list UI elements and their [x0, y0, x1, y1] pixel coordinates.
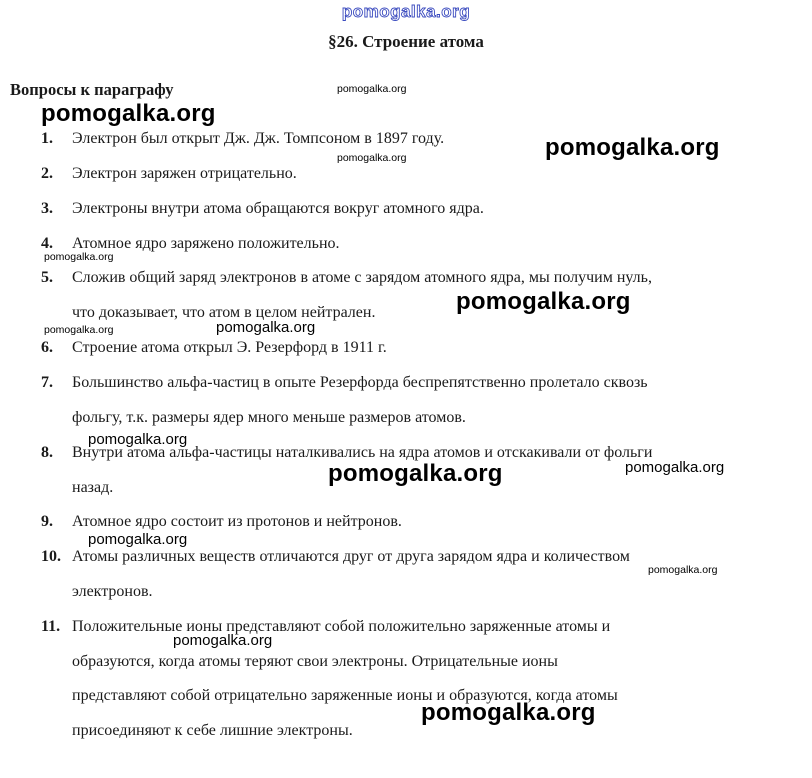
item-text-line: представляют собой отрицательно заряженные ионы и образуются, когда атомы	[72, 687, 618, 705]
item-text-line: Сложив общий заряд электронов в атоме с зарядом атомного ядра, мы получим нуль,	[72, 269, 652, 286]
watermark: pomogalka.org	[216, 319, 316, 336]
item-text-line: назад.	[72, 478, 114, 496]
watermark: pomogalka.org	[545, 134, 720, 161]
watermark: pomogalka.org	[88, 531, 188, 548]
item-text-line: электронов.	[72, 582, 153, 600]
item-text-line: фольгу, т.к. размеры ядер много меньше размеров атомов.	[72, 408, 466, 426]
item-text: Электроны внутри атома обращаются вокруг атомного ядра.	[72, 200, 484, 217]
item-number: 1.	[41, 130, 53, 147]
watermark: pomogalka.org	[41, 100, 216, 127]
item-number: 7.	[41, 374, 53, 391]
item-number: 6.	[41, 339, 53, 356]
list-item	[41, 366, 798, 435]
list-item	[41, 610, 798, 749]
item-number: 11.	[41, 618, 61, 635]
item-text: Атомное ядро состоит из протонов и нейтронов.	[72, 513, 402, 530]
item-text: Электрон заряжен отрицательно.	[72, 165, 297, 182]
page-title: §26. Строение атома	[328, 32, 484, 51]
item-text-line: Положительные ионы представляют собой положительно заряженные атомы и	[72, 618, 611, 635]
item-number: 2.	[41, 165, 53, 182]
watermark: pomogalka.org	[337, 83, 407, 95]
item-text-line: Внутри атома альфа-частицы наталкивались на ядра атомов и отскакивали от фольги	[72, 444, 653, 461]
list-item	[41, 261, 798, 330]
watermark-header: pomogalka.org	[341, 2, 471, 21]
item-text-line: образуются, когда атомы теряют свои электроны. Отрицательные ионы	[72, 652, 558, 670]
watermark: pomogalka.org	[625, 459, 725, 476]
item-text-line: Атомы различных веществ отличаются друг от друга зарядом ядра и количеством	[72, 548, 630, 565]
item-number: 5.	[41, 269, 53, 286]
item-text: Электрон был открыт Дж. Дж. Томпсоном в 1897 году.	[72, 130, 445, 147]
watermark: pomogalka.org	[88, 431, 188, 448]
item-number: 8.	[41, 444, 53, 461]
item-number: 3.	[41, 200, 53, 217]
item-number: 10.	[41, 548, 61, 565]
watermark: pomogalka.org	[44, 324, 114, 336]
item-text: Атомное ядро заряжено положительно.	[72, 235, 340, 252]
item-text-line: присоединяют к себе лишние электроны.	[72, 722, 353, 740]
watermark: pomogalka.org	[648, 564, 718, 576]
watermark: pomogalka.org	[421, 699, 596, 726]
list-item	[41, 192, 798, 227]
item-text-line: Большинство альфа-частиц в опыте Резерфорда беспрепятственно пролетало сквозь	[72, 374, 648, 391]
list-item	[41, 157, 798, 192]
section-heading: Вопросы к параграфу	[10, 80, 174, 99]
item-number: 4.	[41, 235, 53, 252]
watermark: pomogalka.org	[337, 152, 407, 164]
watermark: pomogalka.org	[328, 460, 503, 487]
watermark: pomogalka.org	[456, 288, 631, 315]
item-text: Строение атома открыл Э. Резерфорд в 1911 г.	[72, 339, 387, 356]
watermark: pomogalka.org	[44, 251, 114, 263]
watermark: pomogalka.org	[173, 632, 273, 649]
item-number: 9.	[41, 513, 53, 530]
list-item	[41, 331, 798, 366]
item-text-line: что доказывает, что атом в целом нейтрален.	[72, 303, 376, 321]
list-item	[41, 227, 798, 262]
